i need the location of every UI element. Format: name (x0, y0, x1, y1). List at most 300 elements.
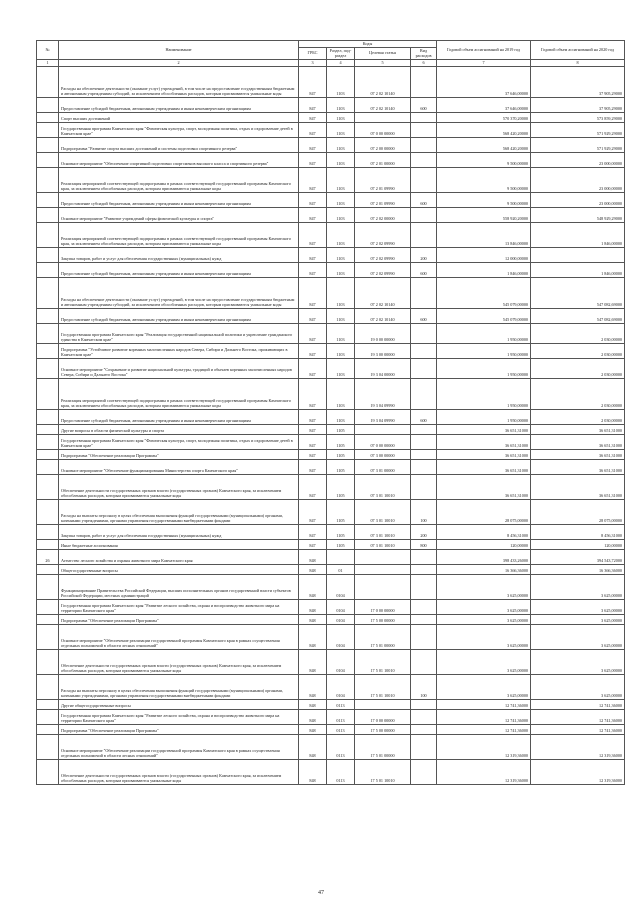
row-amount-2020: 2 030,00000 (531, 344, 625, 359)
row-amount-2020: 2 030,00000 (531, 359, 625, 379)
row-section: 0113 (327, 725, 355, 735)
row-amount-2019: 12 741,36000 (437, 700, 531, 710)
table-row (37, 98, 625, 113)
table-row (37, 600, 625, 615)
table-row (37, 650, 625, 675)
row-name: Расходы на обеспечение деятельности (оказание услуг) учреждений, в том числе на предоставление государственным бюджетным и автономным учреждениям субсидий, за исключением обособленных расходов, которым присваиваются уникальные коды (59, 278, 299, 309)
row-grbs: 847 (299, 113, 327, 123)
row-amount-2020: 1 846,00000 (531, 263, 625, 278)
row-grbs: 847 (299, 324, 327, 344)
table-row (37, 735, 625, 760)
column-number: 3 (299, 60, 327, 67)
table-row (37, 460, 625, 475)
row-name: Предоставление субсидий бюджетным, автономным учреждениям и иным некоммерческим организациям (59, 98, 299, 113)
row-grbs: 847 (299, 153, 327, 168)
row-target-article (355, 425, 411, 435)
row-grbs: 847 (299, 425, 327, 435)
row-amount-2019: 9 500,00000 (437, 153, 531, 168)
row-target-article: 07 2 02 10140 (355, 98, 411, 113)
row-number (37, 193, 59, 208)
row-target-article (355, 575, 411, 600)
table-row (37, 278, 625, 309)
row-grbs: 847 (299, 248, 327, 263)
row-number (37, 650, 59, 675)
row-number (37, 153, 59, 168)
column-number: 6 (411, 60, 437, 67)
row-amount-2019: 1 950,00000 (437, 410, 531, 425)
row-expense-type (411, 650, 437, 675)
row-amount-2020: 548 929,29000 (531, 208, 625, 223)
row-amount-2020: 3 625,00000 (531, 615, 625, 625)
row-grbs: 848 (299, 700, 327, 710)
row-grbs: 847 (299, 168, 327, 193)
row-amount-2019: 37 646,00000 (437, 67, 531, 98)
row-number (37, 223, 59, 248)
row-grbs: 848 (299, 675, 327, 700)
row-expense-type: 600 (411, 263, 437, 278)
row-amount-2019: 1 950,00000 (437, 359, 531, 379)
row-grbs: 847 (299, 223, 327, 248)
row-amount-2019: 37 646,00000 (437, 98, 531, 113)
row-target-article (355, 113, 411, 123)
row-grbs: 848 (299, 760, 327, 785)
row-amount-2019: 568 420,20000 (437, 138, 531, 153)
row-target-article: 07 2 02 10140 (355, 278, 411, 309)
row-amount-2020: 3 625,00000 (531, 600, 625, 615)
row-grbs: 847 (299, 435, 327, 450)
row-grbs: 847 (299, 500, 327, 525)
row-name: Обеспечение деятельности государственных органов власти (государственных органов) Камчатского края, за исключением обособленных расходов, которым присваиваются уникальные коды (59, 760, 299, 785)
header-no: № (37, 41, 59, 60)
row-number (37, 525, 59, 540)
row-number (37, 540, 59, 550)
row-target-article: 07 2 02 00000 (355, 208, 411, 223)
row-name: Государственная программа Камчатского края "Развитие лесного хозяйства, охрана и воспроизводство животного мира на территории Камчатского края" (59, 710, 299, 725)
table-row (37, 500, 625, 525)
column-number: 5 (355, 60, 411, 67)
row-target-article: 07 3 01 10010 (355, 500, 411, 525)
row-expense-type (411, 278, 437, 309)
page-number: 47 (318, 890, 324, 896)
table-row (37, 309, 625, 324)
row-name: Обеспечение деятельности государственных органов власти (государственных органов) Камчатского края, за исключением обособленных расходов, которым присваиваются уникальные коды (59, 475, 299, 500)
row-number (37, 379, 59, 410)
row-expense-type: 200 (411, 525, 437, 540)
row-section: 1103 (327, 359, 355, 379)
table-row (37, 324, 625, 344)
row-grbs: 848 (299, 565, 327, 575)
row-section: 0104 (327, 600, 355, 615)
row-amount-2019: 545 079,00000 (437, 278, 531, 309)
row-expense-type (411, 425, 437, 435)
row-number (37, 123, 59, 138)
row-grbs: 847 (299, 67, 327, 98)
row-expense-type (411, 460, 437, 475)
row-expense-type (411, 760, 437, 785)
row-amount-2020: 36 651,31000 (531, 425, 625, 435)
row-name: Подпрограмма "Устойчивое развитие коренных малочисленных народов Севера, Сибири и Дальнего Востока, проживающих в Камчатском крае" (59, 344, 299, 359)
row-name: Функционирование Правительства Российской Федерации, высших исполнительных органов государственной власти субъектов Российской Федерации, местных администраций (59, 575, 299, 600)
row-grbs: 848 (299, 735, 327, 760)
row-amount-2019: 1 846,00000 (437, 263, 531, 278)
row-section: 0113 (327, 760, 355, 785)
row-number (37, 208, 59, 223)
row-grbs: 848 (299, 550, 327, 565)
row-name: Основное мероприятие "Обеспечение спортивной подготовки спортсменов высокого класса и спортивного резерва" (59, 153, 299, 168)
row-grbs: 847 (299, 123, 327, 138)
row-expense-type (411, 735, 437, 760)
row-number (37, 344, 59, 359)
row-number (37, 168, 59, 193)
row-section: 1103 (327, 248, 355, 263)
row-amount-2019: 568 420,20000 (437, 123, 531, 138)
row-name: Государственная программа Камчатского края "Физическая культура, спорт, молодежная политика, отдых и оздоровление детей в Камчатском крае" (59, 435, 299, 450)
table-row (37, 223, 625, 248)
row-section: 1105 (327, 425, 355, 435)
row-expense-type (411, 379, 437, 410)
row-amount-2019: 12 319,36000 (437, 760, 531, 785)
row-amount-2020: 12 319,36000 (531, 735, 625, 760)
row-amount-2020: 2 030,00000 (531, 379, 625, 410)
row-amount-2019: 36 651,31000 (437, 460, 531, 475)
row-expense-type (411, 475, 437, 500)
row-amount-2020: 573 859,29000 (531, 113, 625, 123)
row-amount-2020: 120,00000 (531, 540, 625, 550)
row-target-article: 07 3 01 00000 (355, 460, 411, 475)
row-number (37, 460, 59, 475)
row-grbs: 848 (299, 650, 327, 675)
row-expense-type (411, 168, 437, 193)
row-grbs: 848 (299, 725, 327, 735)
row-amount-2019: 36 651,31000 (437, 425, 531, 435)
row-amount-2019: 3 625,00000 (437, 575, 531, 600)
row-section: 1103 (327, 324, 355, 344)
row-expense-type (411, 223, 437, 248)
row-number (37, 675, 59, 700)
row-amount-2019: 3 625,00000 (437, 650, 531, 675)
table-row (37, 550, 625, 565)
row-amount-2020: 571 929,29000 (531, 138, 625, 153)
row-name: Основное мероприятие "Обеспечение реализации государственной программы Камчатского края в рамках осуществления отдельных полномочий в области лесных отношений" (59, 735, 299, 760)
row-amount-2020: 3 625,00000 (531, 575, 625, 600)
row-grbs: 848 (299, 615, 327, 625)
row-section: 1103 (327, 379, 355, 410)
row-target-article: 07 2 01 00000 (355, 153, 411, 168)
row-number (37, 475, 59, 500)
row-name: Основное мероприятие "Обеспечение функционирования Министерства спорта Камчатского края" (59, 460, 299, 475)
row-expense-type (411, 575, 437, 600)
row-section: 1103 (327, 168, 355, 193)
row-amount-2020: 36 651,31000 (531, 435, 625, 450)
row-number: 26 (37, 550, 59, 565)
row-amount-2020: 37 905,29000 (531, 98, 625, 113)
row-amount-2020: 36 651,31000 (531, 450, 625, 460)
row-expense-type (411, 123, 437, 138)
row-section (327, 550, 355, 565)
header-codes: Коды (299, 41, 437, 48)
row-section: 1103 (327, 138, 355, 153)
row-target-article: 19 3 04 09990 (355, 379, 411, 410)
row-amount-2020: 394 543,72000 (531, 550, 625, 565)
row-grbs: 847 (299, 208, 327, 223)
row-amount-2020: 1 846,00000 (531, 223, 625, 248)
row-grbs: 847 (299, 138, 327, 153)
row-amount-2020: 547 082,69000 (531, 309, 625, 324)
header-section: Раздел, под-раздел (327, 48, 355, 60)
row-section: 1103 (327, 309, 355, 324)
row-target-article: 07 2 02 10140 (355, 67, 411, 98)
column-number-row (37, 60, 625, 67)
row-amount-2020: 12 741,36000 (531, 725, 625, 735)
row-amount-2020 (531, 248, 625, 263)
row-grbs: 848 (299, 600, 327, 615)
table-row (37, 760, 625, 785)
row-amount-2019: 1 950,00000 (437, 379, 531, 410)
row-amount-2019: 3 625,00000 (437, 615, 531, 625)
row-amount-2020: 23 000,00000 (531, 193, 625, 208)
row-number (37, 710, 59, 725)
table-row (37, 153, 625, 168)
row-target-article: 07 3 00 00000 (355, 450, 411, 460)
row-number (37, 615, 59, 625)
row-section: 1105 (327, 525, 355, 540)
row-grbs: 847 (299, 359, 327, 379)
column-number: 1 (37, 60, 59, 67)
row-number (37, 425, 59, 435)
row-target-article: 17 5 01 00000 (355, 735, 411, 760)
row-amount-2019: 398 433,26000 (437, 550, 531, 565)
row-section: 1103 (327, 113, 355, 123)
row-target-article (355, 565, 411, 575)
row-section: 0113 (327, 735, 355, 760)
row-name: Подпрограмма "Развитие спорта высших достижений и системы подготовки спортивного резерва" (59, 138, 299, 153)
table-row (37, 710, 625, 725)
row-name: Основное мероприятие "Развитие учреждений сферы физической культуры и спорта" (59, 208, 299, 223)
column-number: 4 (327, 60, 355, 67)
row-target-article: 19 3 00 00000 (355, 344, 411, 359)
row-name: Подпрограмма "Обеспечение реализации Программы" (59, 450, 299, 460)
row-section: 0104 (327, 615, 355, 625)
header-2019: Годовой объем ассигнований на 2019 год (437, 41, 531, 60)
row-expense-type: 600 (411, 98, 437, 113)
row-expense-type: 200 (411, 248, 437, 263)
row-number (37, 725, 59, 735)
row-amount-2019: 12 319,36000 (437, 735, 531, 760)
row-name: Реализация мероприятий соответствующей подпрограммы в рамках соответствующей государственной программы Камчатского края, за исключением обособленных расходов, которым присваиваются уникальные коды (59, 379, 299, 410)
row-target-article: 17 5 00 00000 (355, 615, 411, 625)
row-amount-2019: 9 500,00000 (437, 193, 531, 208)
table-row (37, 675, 625, 700)
row-name: Государственная программа Камчатского края "Физическая культура, спорт, молодежная политика, отдых и оздоровление детей в Камчатском крае" (59, 123, 299, 138)
row-grbs: 847 (299, 278, 327, 309)
table-row (37, 208, 625, 223)
row-expense-type (411, 138, 437, 153)
table-row (37, 565, 625, 575)
row-section: 1103 (327, 67, 355, 98)
row-expense-type (411, 359, 437, 379)
budget-table (36, 40, 625, 785)
row-amount-2020: 36 651,31000 (531, 475, 625, 500)
row-amount-2020: 8 456,31000 (531, 525, 625, 540)
table-row (37, 540, 625, 550)
row-target-article (355, 550, 411, 565)
row-expense-type (411, 565, 437, 575)
row-section: 1105 (327, 460, 355, 475)
row-expense-type (411, 153, 437, 168)
row-amount-2020: 23 000,00000 (531, 168, 625, 193)
table-body (37, 67, 625, 785)
row-number (37, 359, 59, 379)
table-row (37, 193, 625, 208)
row-section: 0113 (327, 700, 355, 710)
row-name: Государственная программа Камчатского края "Развитие лесного хозяйства, охрана и воспроизводство животного мира на территории Камчатского края" (59, 600, 299, 615)
row-number (37, 600, 59, 615)
row-amount-2019: 36 651,31000 (437, 475, 531, 500)
row-name: Основное мероприятие "Обеспечение реализации государственной программы Камчатского края в рамках осуществления отдельных полномочий в области лесных отношений" (59, 625, 299, 650)
row-number (37, 500, 59, 525)
row-number (37, 263, 59, 278)
row-amount-2019: 12 741,36000 (437, 725, 531, 735)
row-section: 1103 (327, 153, 355, 168)
row-grbs: 847 (299, 475, 327, 500)
row-grbs: 847 (299, 410, 327, 425)
row-section: 0104 (327, 675, 355, 700)
row-name: Государственная программа Камчатского края "Реализация государственной национальной политики и укрепление гражданского единства в Камчатском крае" (59, 324, 299, 344)
row-number (37, 575, 59, 600)
row-number (37, 278, 59, 309)
table-row (37, 475, 625, 500)
table-row (37, 450, 625, 460)
row-number (37, 625, 59, 650)
row-name: Предоставление субсидий бюджетным, автономным учреждениям и иным некоммерческим организациям (59, 263, 299, 278)
row-section: 1105 (327, 540, 355, 550)
row-name: Расходы на обеспечение деятельности (оказание услуг) учреждений, в том числе на предоставление государственным бюджетным и автономным учреждениям субсидий, за исключением обособленных расходов, которым присваиваются уникальные коды (59, 67, 299, 98)
row-amount-2019: 36 651,31000 (437, 435, 531, 450)
row-grbs: 847 (299, 450, 327, 460)
row-number (37, 450, 59, 460)
row-number (37, 435, 59, 450)
table-row (37, 138, 625, 153)
row-target-article (355, 700, 411, 710)
row-amount-2020: 12 741,36000 (531, 710, 625, 725)
row-target-article: 07 3 01 10010 (355, 525, 411, 540)
row-expense-type: 100 (411, 675, 437, 700)
row-target-article: 07 3 01 10010 (355, 475, 411, 500)
row-name: Другие общегосударственные вопросы (59, 700, 299, 710)
table-row (37, 625, 625, 650)
row-section: 0113 (327, 710, 355, 725)
row-amount-2020: 12 319,36000 (531, 760, 625, 785)
table-row (37, 379, 625, 410)
row-target-article: 07 2 02 10140 (355, 309, 411, 324)
row-target-article: 17 5 01 10010 (355, 760, 411, 785)
header-grbs: ГРБС (299, 48, 327, 60)
row-amount-2019: 120,00000 (437, 540, 531, 550)
row-name: Реализация мероприятий соответствующей подпрограммы в рамках соответствующей государственной программы Камчатского края, за исключением обособленных расходов, которым присваиваются уникальные коды (59, 168, 299, 193)
row-amount-2020: 3 625,00000 (531, 650, 625, 675)
row-grbs: 847 (299, 379, 327, 410)
row-section: 0104 (327, 575, 355, 600)
row-amount-2019: 28 075,00000 (437, 500, 531, 525)
row-amount-2020: 28 075,00000 (531, 500, 625, 525)
row-name: Обеспечение деятельности государственных органов власти (государственных органов) Камчатского края, за исключением обособленных расходов, которым присваиваются уникальные коды (59, 650, 299, 675)
row-expense-type (411, 615, 437, 625)
table-row (37, 344, 625, 359)
row-amount-2019: 36 651,31000 (437, 450, 531, 460)
row-section: 0104 (327, 650, 355, 675)
row-amount-2020: 37 905,29000 (531, 67, 625, 98)
row-number (37, 113, 59, 123)
row-expense-type: 600 (411, 309, 437, 324)
row-number (37, 700, 59, 710)
table-row (37, 725, 625, 735)
row-name: Закупка товаров, работ и услуг для обеспечения государственных (муниципальных) нужд (59, 248, 299, 263)
row-expense-type (411, 67, 437, 98)
row-target-article: 07 2 01 09990 (355, 168, 411, 193)
row-expense-type (411, 435, 437, 450)
row-section: 1103 (327, 123, 355, 138)
row-name: Иные бюджетные ассигнования (59, 540, 299, 550)
row-section: 1105 (327, 500, 355, 525)
row-number (37, 309, 59, 324)
row-number (37, 565, 59, 575)
row-amount-2019: 12 741,36000 (437, 710, 531, 725)
row-target-article: 07 0 00 00000 (355, 123, 411, 138)
row-amount-2020: 16 366,36000 (531, 565, 625, 575)
row-section: 0104 (327, 625, 355, 650)
table-row (37, 575, 625, 600)
row-name: Расходы на выплаты персоналу в целях обеспечения выполнения функций государственными (муниципальными) органами, казенными учреждениями, органами управления государственными внебюджетными фондами (59, 675, 299, 700)
table-row (37, 359, 625, 379)
row-section: 1103 (327, 208, 355, 223)
table-row (37, 615, 625, 625)
row-section: 1103 (327, 263, 355, 278)
row-grbs: 847 (299, 344, 327, 359)
header-2020: Годовой объем ассигнований на 2020 год (531, 41, 625, 60)
row-expense-type (411, 600, 437, 615)
table-row (37, 113, 625, 123)
row-expense-type (411, 450, 437, 460)
row-amount-2020: 571 929,29000 (531, 123, 625, 138)
row-target-article: 19 0 00 00000 (355, 324, 411, 344)
row-name: Закупка товаров, работ и услуг для обеспечения государственных (муниципальных) нужд (59, 525, 299, 540)
row-name: Предоставление субсидий бюджетным, автономным учреждениям и иным некоммерческим организациям (59, 410, 299, 425)
row-name: Подпрограмма "Обеспечение реализации Программы" (59, 615, 299, 625)
row-grbs: 847 (299, 263, 327, 278)
row-number (37, 735, 59, 760)
row-amount-2019: 1 950,00000 (437, 344, 531, 359)
row-grbs: 847 (299, 309, 327, 324)
row-expense-type (411, 344, 437, 359)
row-expense-type: 600 (411, 193, 437, 208)
row-name: Общегосударственные вопросы (59, 565, 299, 575)
row-grbs: 848 (299, 575, 327, 600)
row-section: 1103 (327, 193, 355, 208)
row-expense-type (411, 550, 437, 565)
row-amount-2019: 3 625,00000 (437, 600, 531, 615)
row-number (37, 98, 59, 113)
row-amount-2020: 3 625,00000 (531, 625, 625, 650)
column-number: 7 (437, 60, 531, 67)
row-amount-2019: 570 370,20000 (437, 113, 531, 123)
row-section: 1103 (327, 410, 355, 425)
row-grbs: 847 (299, 98, 327, 113)
row-target-article: 19 3 04 09990 (355, 410, 411, 425)
row-expense-type (411, 324, 437, 344)
row-section: 1103 (327, 344, 355, 359)
row-target-article: 07 2 02 09990 (355, 223, 411, 248)
row-number (37, 760, 59, 785)
